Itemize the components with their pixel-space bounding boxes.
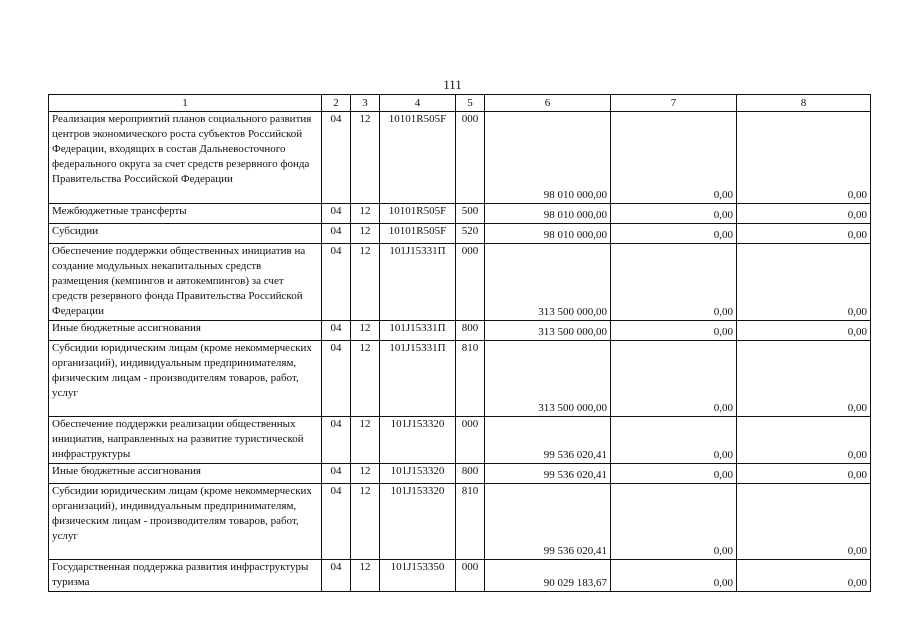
table-row <box>49 112 871 204</box>
subsection-code: 12 <box>351 244 380 321</box>
expense-type-code: 800 <box>456 321 485 341</box>
section-code: 04 <box>322 204 351 224</box>
table-row <box>49 464 871 484</box>
expense-type-code: 500 <box>456 204 485 224</box>
target-article-code: 101J15331П <box>380 341 456 417</box>
row-name: Обеспечение поддержки реализации общественных инициатив, направленных на развитие туристической инфраструктуры <box>49 417 322 464</box>
budget-table <box>48 94 871 592</box>
column-header: 4 <box>380 95 456 112</box>
target-article-code: 101J153320 <box>380 464 456 484</box>
amount-col8: 0,00 <box>737 341 871 417</box>
expense-type-code: 810 <box>456 484 485 560</box>
amount-col8: 0,00 <box>737 560 871 592</box>
amount-col6: 98 010 000,00 <box>485 224 611 244</box>
amount-col6: 90 029 183,67 <box>485 560 611 592</box>
expense-type-code: 800 <box>456 464 485 484</box>
target-article-code: 101J15331П <box>380 244 456 321</box>
row-name: Иные бюджетные ассигнования <box>49 321 322 341</box>
table-header-row <box>49 95 871 112</box>
amount-col6: 99 536 020,41 <box>485 464 611 484</box>
section-code: 04 <box>322 224 351 244</box>
amount-col8: 0,00 <box>737 321 871 341</box>
table-row <box>49 224 871 244</box>
amount-col7: 0,00 <box>611 560 737 592</box>
table-row <box>49 341 871 417</box>
section-code: 04 <box>322 484 351 560</box>
amount-col6: 98 010 000,00 <box>485 112 611 204</box>
subsection-code: 12 <box>351 224 380 244</box>
subsection-code: 12 <box>351 321 380 341</box>
subsection-code: 12 <box>351 112 380 204</box>
subsection-code: 12 <box>351 464 380 484</box>
amount-col8: 0,00 <box>737 224 871 244</box>
section-code: 04 <box>322 112 351 204</box>
section-code: 04 <box>322 417 351 464</box>
table-row <box>49 204 871 224</box>
column-header: 3 <box>351 95 380 112</box>
column-header: 1 <box>49 95 322 112</box>
column-header: 2 <box>322 95 351 112</box>
amount-col7: 0,00 <box>611 244 737 321</box>
row-name: Субсидии юридическим лицам (кроме некоммерческих организаций), индивидуальным предпринимателям, физическим лицам - производителям товаров, работ, услуг <box>49 484 322 560</box>
subsection-code: 12 <box>351 560 380 592</box>
expense-type-code: 000 <box>456 244 485 321</box>
target-article-code: 101J15331П <box>380 321 456 341</box>
subsection-code: 12 <box>351 484 380 560</box>
amount-col7: 0,00 <box>611 204 737 224</box>
amount-col7: 0,00 <box>611 484 737 560</box>
expense-type-code: 000 <box>456 560 485 592</box>
amount-col8: 0,00 <box>737 484 871 560</box>
row-name: Государственная поддержка развития инфраструктуры туризма <box>49 560 322 592</box>
row-name: Субсидии юридическим лицам (кроме некоммерческих организаций), индивидуальным предпринимателям, физическим лицам - производителям товаров, работ, услуг <box>49 341 322 417</box>
table-row <box>49 417 871 464</box>
target-article-code: 10101R505F <box>380 204 456 224</box>
table-row <box>49 560 871 592</box>
expense-type-code: 810 <box>456 341 485 417</box>
expense-type-code: 520 <box>456 224 485 244</box>
amount-col7: 0,00 <box>611 417 737 464</box>
column-header: 5 <box>456 95 485 112</box>
subsection-code: 12 <box>351 417 380 464</box>
amount-col8: 0,00 <box>737 464 871 484</box>
table-row <box>49 321 871 341</box>
amount-col7: 0,00 <box>611 321 737 341</box>
row-name: Субсидии <box>49 224 322 244</box>
target-article-code: 101J153350 <box>380 560 456 592</box>
subsection-code: 12 <box>351 341 380 417</box>
section-code: 04 <box>322 244 351 321</box>
section-code: 04 <box>322 560 351 592</box>
row-name: Реализация мероприятий планов социального развития центров экономического роста субъектов Российской Федерации, входящих в состав Дальневосточного федерального округа за счет средств резервного фонда Правительства Российской Федерации <box>49 112 322 204</box>
expense-type-code: 000 <box>456 417 485 464</box>
target-article-code: 101J153320 <box>380 484 456 560</box>
section-code: 04 <box>322 321 351 341</box>
section-code: 04 <box>322 464 351 484</box>
row-name: Иные бюджетные ассигнования <box>49 464 322 484</box>
amount-col7: 0,00 <box>611 341 737 417</box>
target-article-code: 10101R505F <box>380 112 456 204</box>
table-row <box>49 484 871 560</box>
column-header: 7 <box>611 95 737 112</box>
amount-col7: 0,00 <box>611 464 737 484</box>
amount-col8: 0,00 <box>737 204 871 224</box>
amount-col6: 99 536 020,41 <box>485 484 611 560</box>
amount-col6: 98 010 000,00 <box>485 204 611 224</box>
amount-col8: 0,00 <box>737 417 871 464</box>
page-number: 111 <box>443 77 462 92</box>
row-name: Межбюджетные трансферты <box>49 204 322 224</box>
column-header: 8 <box>737 95 871 112</box>
target-article-code: 10101R505F <box>380 224 456 244</box>
column-header: 6 <box>485 95 611 112</box>
amount-col6: 313 500 000,00 <box>485 341 611 417</box>
subsection-code: 12 <box>351 204 380 224</box>
target-article-code: 101J153320 <box>380 417 456 464</box>
amount-col7: 0,00 <box>611 112 737 204</box>
table-row <box>49 244 871 321</box>
expense-type-code: 000 <box>456 112 485 204</box>
amount-col6: 313 500 000,00 <box>485 244 611 321</box>
amount-col8: 0,00 <box>737 112 871 204</box>
amount-col8: 0,00 <box>737 244 871 321</box>
section-code: 04 <box>322 341 351 417</box>
amount-col6: 99 536 020,41 <box>485 417 611 464</box>
amount-col6: 313 500 000,00 <box>485 321 611 341</box>
row-name: Обеспечение поддержки общественных инициатив на создание модульных некапитальных средств размещения (кемпингов и автокемпингов) за счет средств резервного фонда Правительства Российской Федерации <box>49 244 322 321</box>
amount-col7: 0,00 <box>611 224 737 244</box>
